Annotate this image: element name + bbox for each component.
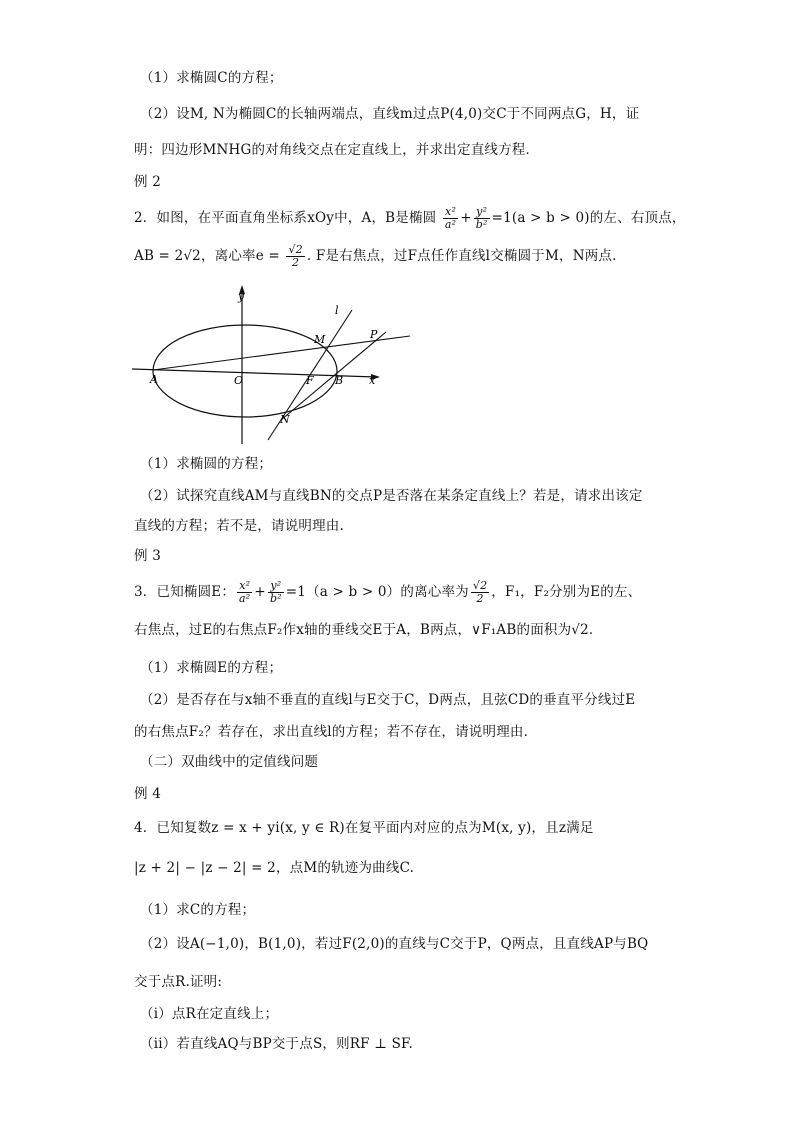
ex4-question-2: （2）设A(−1,0)，B(1,0)，若过F(2,0)的直线与C交于P，Q两点，且直线AP与BQ bbox=[140, 936, 649, 952]
ex1-question-2-cont: 明：四边形MNHG的对角线交点在定直线上，并求出定直线方程． bbox=[134, 142, 540, 158]
ex2-problem-line-1: 2．如图，在平面直角坐标系xOy中，A，B是椭圆 $\frac{\text{x²}}{\text{a²}}$ + $\frac{\text{y²}}{\text{b²}}$ =1(a > b > 0)的左、右顶点， bbox=[134, 205, 686, 231]
ex3-problem-line-2: 右焦点，过E的右焦点F₂作x轴的垂线交E于A，B两点，∨F₁AB的面积为√2． bbox=[134, 622, 603, 638]
label-o: O bbox=[234, 374, 244, 387]
ex3-question-1: （1）求椭圆E的方程； bbox=[140, 660, 283, 676]
ex3-question-2: （2）是否存在与x轴不垂直的直线l与E交于C，D两点，且弦CD的垂直平分线过E bbox=[140, 692, 636, 708]
section-hyperbola-heading: （二）双曲线中的定值线问题 bbox=[140, 754, 319, 770]
fraction-sqrt2-2: $\frac{√2}{2}$ bbox=[288, 243, 303, 269]
ex4-problem-line-2: |z + 2| − |z − 2| = 2，点M的轨迹为曲线C. bbox=[134, 860, 415, 876]
ex1-question-2: （2）设M, N为椭圆C的长轴两端点，直线m过点P(4,0)交C于不同两点G，H，证 bbox=[140, 106, 640, 122]
ex4-subquestion-i: （i）点R在定直线上； bbox=[140, 1006, 279, 1022]
label-n: N bbox=[280, 413, 290, 426]
ex4-question-1: （1）求C的方程； bbox=[140, 902, 256, 918]
label-m: M bbox=[314, 333, 326, 346]
fraction-x2-a2: $\frac{\text{x²}}{\text{a²}}$ bbox=[444, 205, 457, 231]
label-p: P bbox=[370, 328, 378, 341]
label-l: l bbox=[335, 304, 339, 317]
ex2-question-1: （1）求椭圆的方程； bbox=[140, 456, 273, 472]
ex4-subquestion-ii: （ii）若直线AQ与BP交于点S，则RF ⊥ SF. bbox=[140, 1036, 414, 1052]
fraction-y2-b2: $\frac{\text{y²}}{\text{b²}}$ bbox=[475, 205, 488, 231]
fraction-sqrt2-2-e: $\frac{√2}{2}$ bbox=[472, 579, 488, 605]
fraction-y2-b2-e: $\frac{\text{y²}}{\text{b²}}$ bbox=[269, 579, 282, 605]
ex3-question-2-cont: 的右焦点F₂？若存在，求出直线l的方程；若不存在，请说明理由． bbox=[134, 724, 538, 740]
fraction-x2-a2-e: $\frac{\text{x²}}{\text{a²}}$ bbox=[239, 579, 251, 605]
example-3-heading: 例 3 bbox=[134, 548, 161, 564]
label-a: A bbox=[150, 373, 158, 386]
example-2-heading: 例 2 bbox=[134, 174, 161, 190]
ex1-question-1: （1）求椭圆C的方程； bbox=[140, 70, 283, 86]
ex4-problem-line-1: 4．已知复数z = x + yi(x, y ∈ R)在复平面内对应的点为M(x, y)，且z满足 bbox=[134, 820, 594, 836]
ex2-intro-text: 2．如图，在平面直角坐标系xOy中，A，B是椭圆 bbox=[134, 210, 437, 226]
example-4-heading: 例 4 bbox=[134, 786, 161, 802]
label-x: x bbox=[369, 374, 376, 387]
ex2-question-2: （2）试探究直线AM与直线BN的交点P是否落在某条定直线上？若是，请求出该定 bbox=[140, 488, 643, 504]
label-f: F bbox=[306, 374, 314, 387]
line-am bbox=[153, 336, 410, 370]
label-b: B bbox=[335, 374, 344, 387]
ex4-question-2-cont: 交于点R.证明: bbox=[134, 974, 223, 990]
ex3-problem-line-1: 3．已知椭圆E： $\frac{\text{x²}}{\text{a²}}$ + $\frac{\text{y²}}{\text{b²}}$ =1（a > b > 0）的离心率为 $\frac{√2}{2}$ ，F₁，F₂分别为E的左、 bbox=[134, 579, 642, 605]
ex2-problem-line-2: AB = 2√2，离心率e = $\frac{√2}{2}$ . F是右焦点，过F点任作直线l交椭圆于M，N两点. bbox=[134, 243, 617, 269]
label-y: y bbox=[238, 290, 245, 303]
ellipse-figure bbox=[128, 280, 418, 448]
ex2-question-2-cont: 直线的方程；若不是，请说明理由. bbox=[134, 518, 344, 534]
